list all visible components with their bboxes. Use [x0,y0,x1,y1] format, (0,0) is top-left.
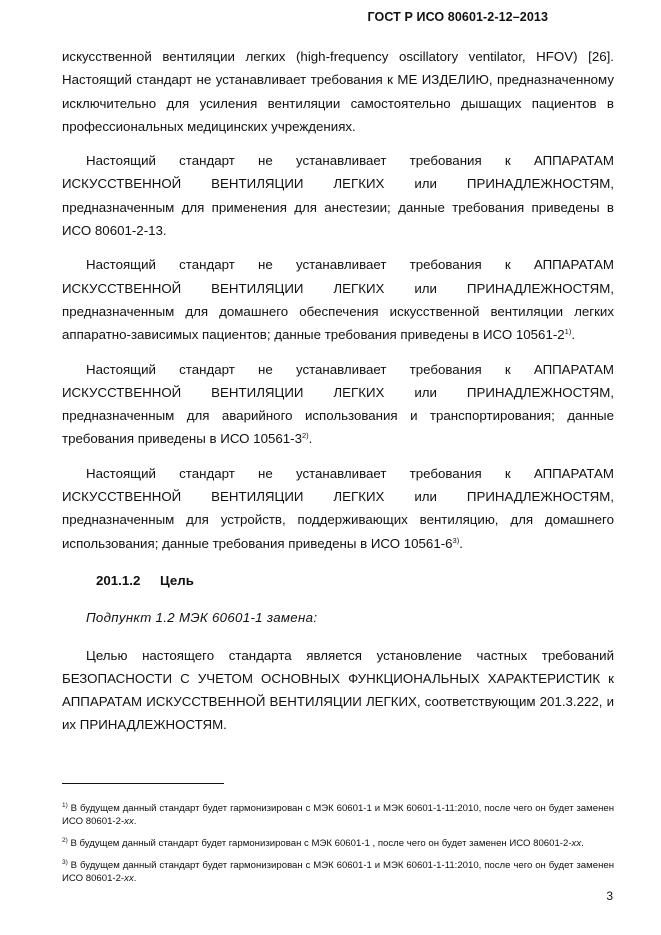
footnote-1: $^{1)}$ В будущем данный стандарт будет гармонизирован с МЭК 60601-1 и МЭК 60601-1-11:2010, после чего он будет заменен ИСО 80601-2-xx. [62,802,614,827]
footnote-3: $^{3)}$ В будущем данный стандарт будет гармонизирован с МЭК 60601-1 и МЭК 60601-1-11:2010, после чего он будет заменен ИСО 80601-2-xx. [62,859,614,884]
footnote-ref-3: 3) [452,535,460,545]
document-header: ГОСТ Р ИСО 80601-2-12–2013 [367,10,548,24]
purpose-paragraph: Целью настоящего стандарта является установление частных требований БЕЗОПАСНОСТИ С УЧЕТОМ ОСНОВНЫХ ФУНКЦИОНАЛЬНЫХ ХАРАКТЕРИСТИК к АППАРАТАМ ИСКУССТВЕННОЙ ВЕНТИЛЯЦИИ ЛЕГКИХ, соответствующим 201.3.222, и их ПРИНАДЛЕЖНОСТЯМ. [62,647,614,733]
paragraph-2: Настоящий стандарт не устанавливает требования к АППАРАТАМ ИСКУССТВЕННОЙ ВЕНТИЛЯЦИИ ЛЕГКИХ или ПРИНАДЛЕЖНОСТЯМ, предназначенным для применения для анестезии; данные требования приведены в ИСО 80601-2-13. [62,153,614,239]
section-heading [96,569,614,592]
paragraph-4: Настоящий стандарт не устанавливает требования к АППАРАТАМ ИСКУССТВЕННОЙ ВЕНТИЛЯЦИИ ЛЕГКИХ или ПРИНАДЛЕЖНОСТЯМ, предназначенным для аварийного использования и транспортирования; данные требования приведены в ИСО 10561-3$^{2)}$. [62,361,614,447]
footnote-2: $^{2)}$ В будущем данный стандарт будет гармонизирован с МЭК 60601-1 , после чего он будет заменен ИСО 80601-2-xx. [62,837,584,849]
paragraph-3-text: Настоящий стандарт не устанавливает требования к АППАРАТАМ ИСКУССТВЕННОЙ ВЕНТИЛЯЦИИ ЛЕГКИХ или ПРИНАДЛЕЖНОСТЯМ, предназначенным для домашнего обеспечения искусственной вентиляции легких аппаратно-зависимых пациентов; данные требования приведены в ИСО 10561-2 [62,257,614,343]
document-body [62,45,614,737]
footnote-divider [62,783,224,784]
paragraph-4-text: Настоящий стандарт не устанавливает требования к АППАРАТАМ ИСКУССТВЕННОЙ ВЕНТИЛЯЦИИ ЛЕГКИХ или ПРИНАДЛЕЖНОСТЯМ, предназначенным для аварийного использования и транспортирования; данные требования приведены в ИСО 10561-3 [62,361,614,447]
footnote-ref-2: 2) [301,431,309,441]
footnotes [62,802,614,894]
subpoint-note: Подпункт 1.2 МЭК 60601-1 замена: [86,610,318,626]
section-title: Цель [160,572,194,588]
footnote-ref-1: 1) [564,327,572,337]
paragraph-3: Настоящий стандарт не устанавливает требования к АППАРАТАМ ИСКУССТВЕННОЙ ВЕНТИЛЯЦИИ ЛЕГКИХ или ПРИНАДЛЕЖНОСТЯМ, предназначенным для домашнего обеспечения искусственной вентиляции легких аппаратно-зависимых пациентов; данные требования приведены в ИСО 10561-2$^{1)}$. [62,257,614,343]
page-number: 3 [606,889,613,903]
section-number: 201.1.2 [96,572,141,588]
paragraph-5: Настоящий стандарт не устанавливает требования к АППАРАТАМ ИСКУССТВЕННОЙ ВЕНТИЛЯЦИИ ЛЕГКИХ или ПРИНАДЛЕЖНОСТЯМ, предназначенным для устройств, поддерживающих вентиляцию, для домашнего использования; данные требования приведены в ИСО 10561-6$^{3)}$. [62,465,614,551]
paragraph-1: искусственной вентиляции легких (high-frequency oscillatory ventilator, HFOV) [26]. Настоящий стандарт не устанавливает требования к МЕ ИЗДЕЛИЮ, предназначенному исключительно для усиления вентиляции самостоятельно дышащих пациентов в профессиональных медицинских учреждениях. [62,49,614,134]
paragraph-5-text: Настоящий стандарт не устанавливает требования к АППАРАТАМ ИСКУССТВЕННОЙ ВЕНТИЛЯЦИИ ЛЕГКИХ или ПРИНАДЛЕЖНОСТЯМ, предназначенным для устройств, поддерживающих вентиляцию, для домашнего использования; данные требования приведены в ИСО 10561-6 [62,465,614,551]
